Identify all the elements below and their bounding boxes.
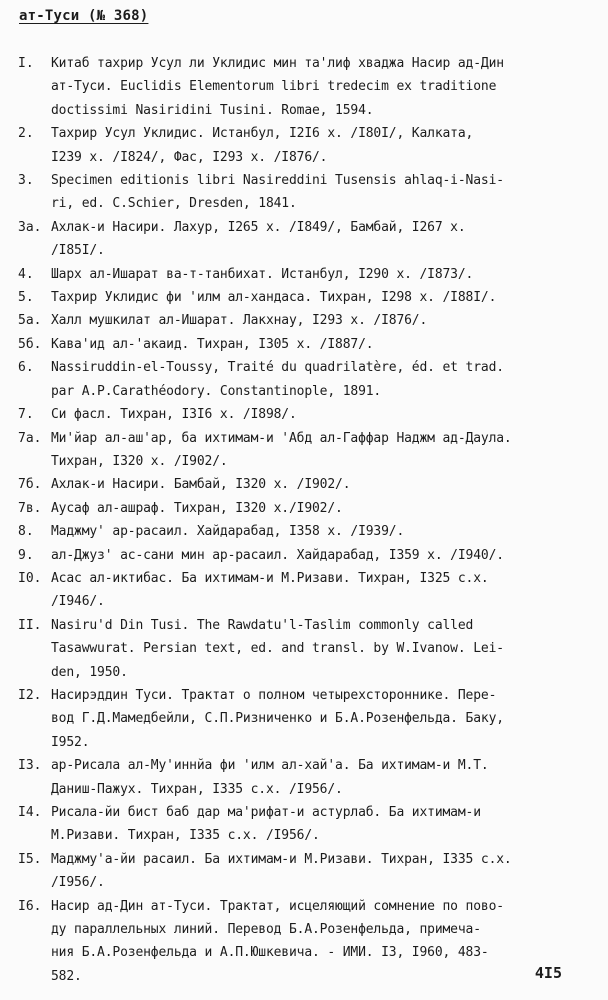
bibliography-entry <box>0 473 608 496</box>
entry-number: 3а. <box>18 219 42 235</box>
entry-text-line: I952. <box>51 734 90 750</box>
entry-number: 7в. <box>18 500 42 516</box>
entry-number: 8. <box>18 524 34 540</box>
bibliography-entry <box>0 427 608 474</box>
entry-number: II. <box>18 617 42 633</box>
entry-number: I6. <box>18 898 42 914</box>
bibliography-entry <box>0 848 608 895</box>
entry-text-line: doctissimi Nasiridini Tusini. Romae, 1594. <box>51 102 374 118</box>
entry-number: I0. <box>18 570 42 586</box>
entry-text-line: /I85I/. <box>51 243 105 259</box>
entry-number: 5а. <box>18 313 42 329</box>
entry-number: I. <box>18 56 34 71</box>
entry-number: 2. <box>18 126 34 142</box>
entry-text-line: Nasiru'd Din Tusi. The Rawdatu'l-Taslim commonly called <box>51 617 474 633</box>
entry-number: 7а. <box>18 430 42 446</box>
entry-text-line: Specimen editionis libri Nasireddini Tusensis ahlaq-i-Nasi- <box>51 173 504 189</box>
entry-text-line: ri, ed. C.Schier, Dresden, 1841. <box>51 196 297 212</box>
entry-number: 5б. <box>18 336 42 352</box>
bibliography-entry <box>0 895 608 989</box>
entry-text-line: /I946/. <box>51 594 105 610</box>
entry-text-line: Аусаф ал-ашраф. Тихран, I320 х./I902/. <box>51 500 343 516</box>
entry-text-line: 582. <box>51 968 82 984</box>
bibliography-entry <box>0 520 608 543</box>
entry-text-line: Си фасл. Тихран, I3I6 х. /I898/. <box>51 407 297 423</box>
entry-text-line: den, 1950. <box>51 664 128 680</box>
entry-text-line: Ахлак-и Насири. Бамбай, I320 х. /I902/. <box>51 477 351 493</box>
bibliography-entry <box>0 684 608 754</box>
bibliography-entry <box>0 52 608 122</box>
entry-text-line: Тихран, I320 х. /I902/. <box>51 453 228 469</box>
entry-text-line: ния Б.А.Розенфельда и А.П.Юшкевича. - ИМИ. I3, I960, 483- <box>51 945 489 961</box>
entry-text-line: Tasawwurat. Persian text, ed. and transl. by W.Ivanow. Lei- <box>51 641 504 657</box>
bibliography-entry <box>0 263 608 286</box>
entry-number: 7б. <box>18 477 42 493</box>
entry-text-line: Маджму' ар-расаил. Хайдарабад, I358 х. /I939/. <box>51 524 405 540</box>
entry-text-line: Ахлак-и Насири. Лахур, I265 х. /I849/, Бамбай, I267 х. <box>51 219 466 235</box>
entry-number: I2. <box>18 687 42 703</box>
entry-text-line: Шарх ал-Ишарат ва-т-танбихат. Истанбул, I290 х. /I873/. <box>51 266 474 282</box>
bibliography-entry <box>0 309 608 332</box>
entry-text-line: Ми'йар ал-аш'ар, ба ихтимам-и 'Абд ал-Гаффар Наджм ад-Даула. <box>51 430 512 446</box>
entry-text-line: ат-Туси. Euclidis Elementorum libri tredecim ex traditione <box>51 79 497 95</box>
bibliography-list <box>0 52 608 988</box>
entry-number: 5. <box>18 290 34 306</box>
entry-text-line: Халл мушкилат ал-Ишарат. Лакхнау, I293 х. /I876/. <box>51 313 428 329</box>
entry-number: I5. <box>18 851 42 867</box>
entry-text-line: Насирэддин Туси. Трактат о полном четырехстороннике. Пере- <box>51 687 497 703</box>
page-header: ат-Туси (№ 368) <box>19 8 149 24</box>
bibliography-entry <box>0 567 608 614</box>
entry-text-line: Насир ад-Дин ат-Туси. Трактат, исцеляющий сомнение по пово- <box>51 898 504 914</box>
bibliography-entry <box>0 356 608 403</box>
bibliography-entry <box>0 286 608 309</box>
entry-text-line: ар-Рисала ал-Му'иннйа фи 'илм ал-хай'а. Ба ихтимам-и М.Т. <box>51 758 489 774</box>
entry-text-line: М.Ризави. Тихран, I335 с.х. /I956/. <box>51 828 320 844</box>
entry-text-line: Китаб тахрир Усул ли Уклидис мин та'лиф хваджа Насир ад-Дин <box>51 56 504 71</box>
bibliography-entry <box>0 497 608 520</box>
entry-text-line: Кава'ид ал-'акаид. Тихран, I305 х. /I887/. <box>51 336 374 352</box>
entry-text-line: I239 х. /I824/, Фас, I293 х. /I876/. <box>51 149 328 165</box>
entry-text-line: Рисала-йи бист баб дар ма'рифат-и астурлаб. Ба ихтимам-и <box>51 805 481 820</box>
entry-text-line: Асас ал-иктибас. Ба ихтимам-и М.Ризави. Тихран, I325 с.х. <box>51 570 489 586</box>
page-number: 4I5 <box>534 964 562 982</box>
entry-text-line: Даниш-Пажух. Тихран, I335 с.х. /I956/. <box>51 781 343 797</box>
entry-text-line: вод Г.Д.Мамедбейли, С.П.Ризниченко и Б.А.Розенфельда. Баку, <box>51 711 504 727</box>
entry-number: 4. <box>18 266 34 282</box>
bibliography-entry <box>0 544 608 567</box>
entry-number: 9. <box>18 547 34 563</box>
entry-text-line: par A.P.Carathéodory. Constantinople, 1891. <box>51 383 382 399</box>
bibliography-entry <box>0 754 608 801</box>
bibliography-entry <box>0 122 608 169</box>
entry-text-line: Маджму'а-йи расаил. Ба ихтимам-и М.Ризави. Тихран, I335 с.х. <box>51 851 512 867</box>
entry-text-line: Nassiruddin-el-Toussy, Traité du quadrilatère, éd. et trad. <box>51 360 504 376</box>
bibliography-entry <box>0 403 608 426</box>
entry-number: 7. <box>18 407 34 423</box>
entry-text-line: ал-Джуз' ас-сани мин ар-расаил. Хайдарабад, I359 х. /I940/. <box>51 547 504 563</box>
bibliography-entry <box>0 216 608 263</box>
entry-text-line: Тахрир Усул Уклидис. Истанбул, I2I6 х. /I80I/, Калката, <box>51 126 474 142</box>
bibliography-entry <box>0 614 608 684</box>
entry-number: I3. <box>18 758 42 774</box>
entry-text-line: Тахрир Уклидис фи 'илм ал-хандаса. Тихран, I298 х. /I88I/. <box>51 290 497 306</box>
entry-number: I4. <box>18 805 42 820</box>
bibliography-entry <box>0 801 608 848</box>
bibliography-entry <box>0 169 608 216</box>
bibliography-entry <box>0 333 608 356</box>
entry-text-line: /I956/. <box>51 875 105 891</box>
entry-text-line: ду параллельных линий. Перевод Б.А.Розенфельда, примеча- <box>51 922 481 938</box>
entry-number: 3. <box>18 173 34 189</box>
entry-number: 6. <box>18 360 34 376</box>
